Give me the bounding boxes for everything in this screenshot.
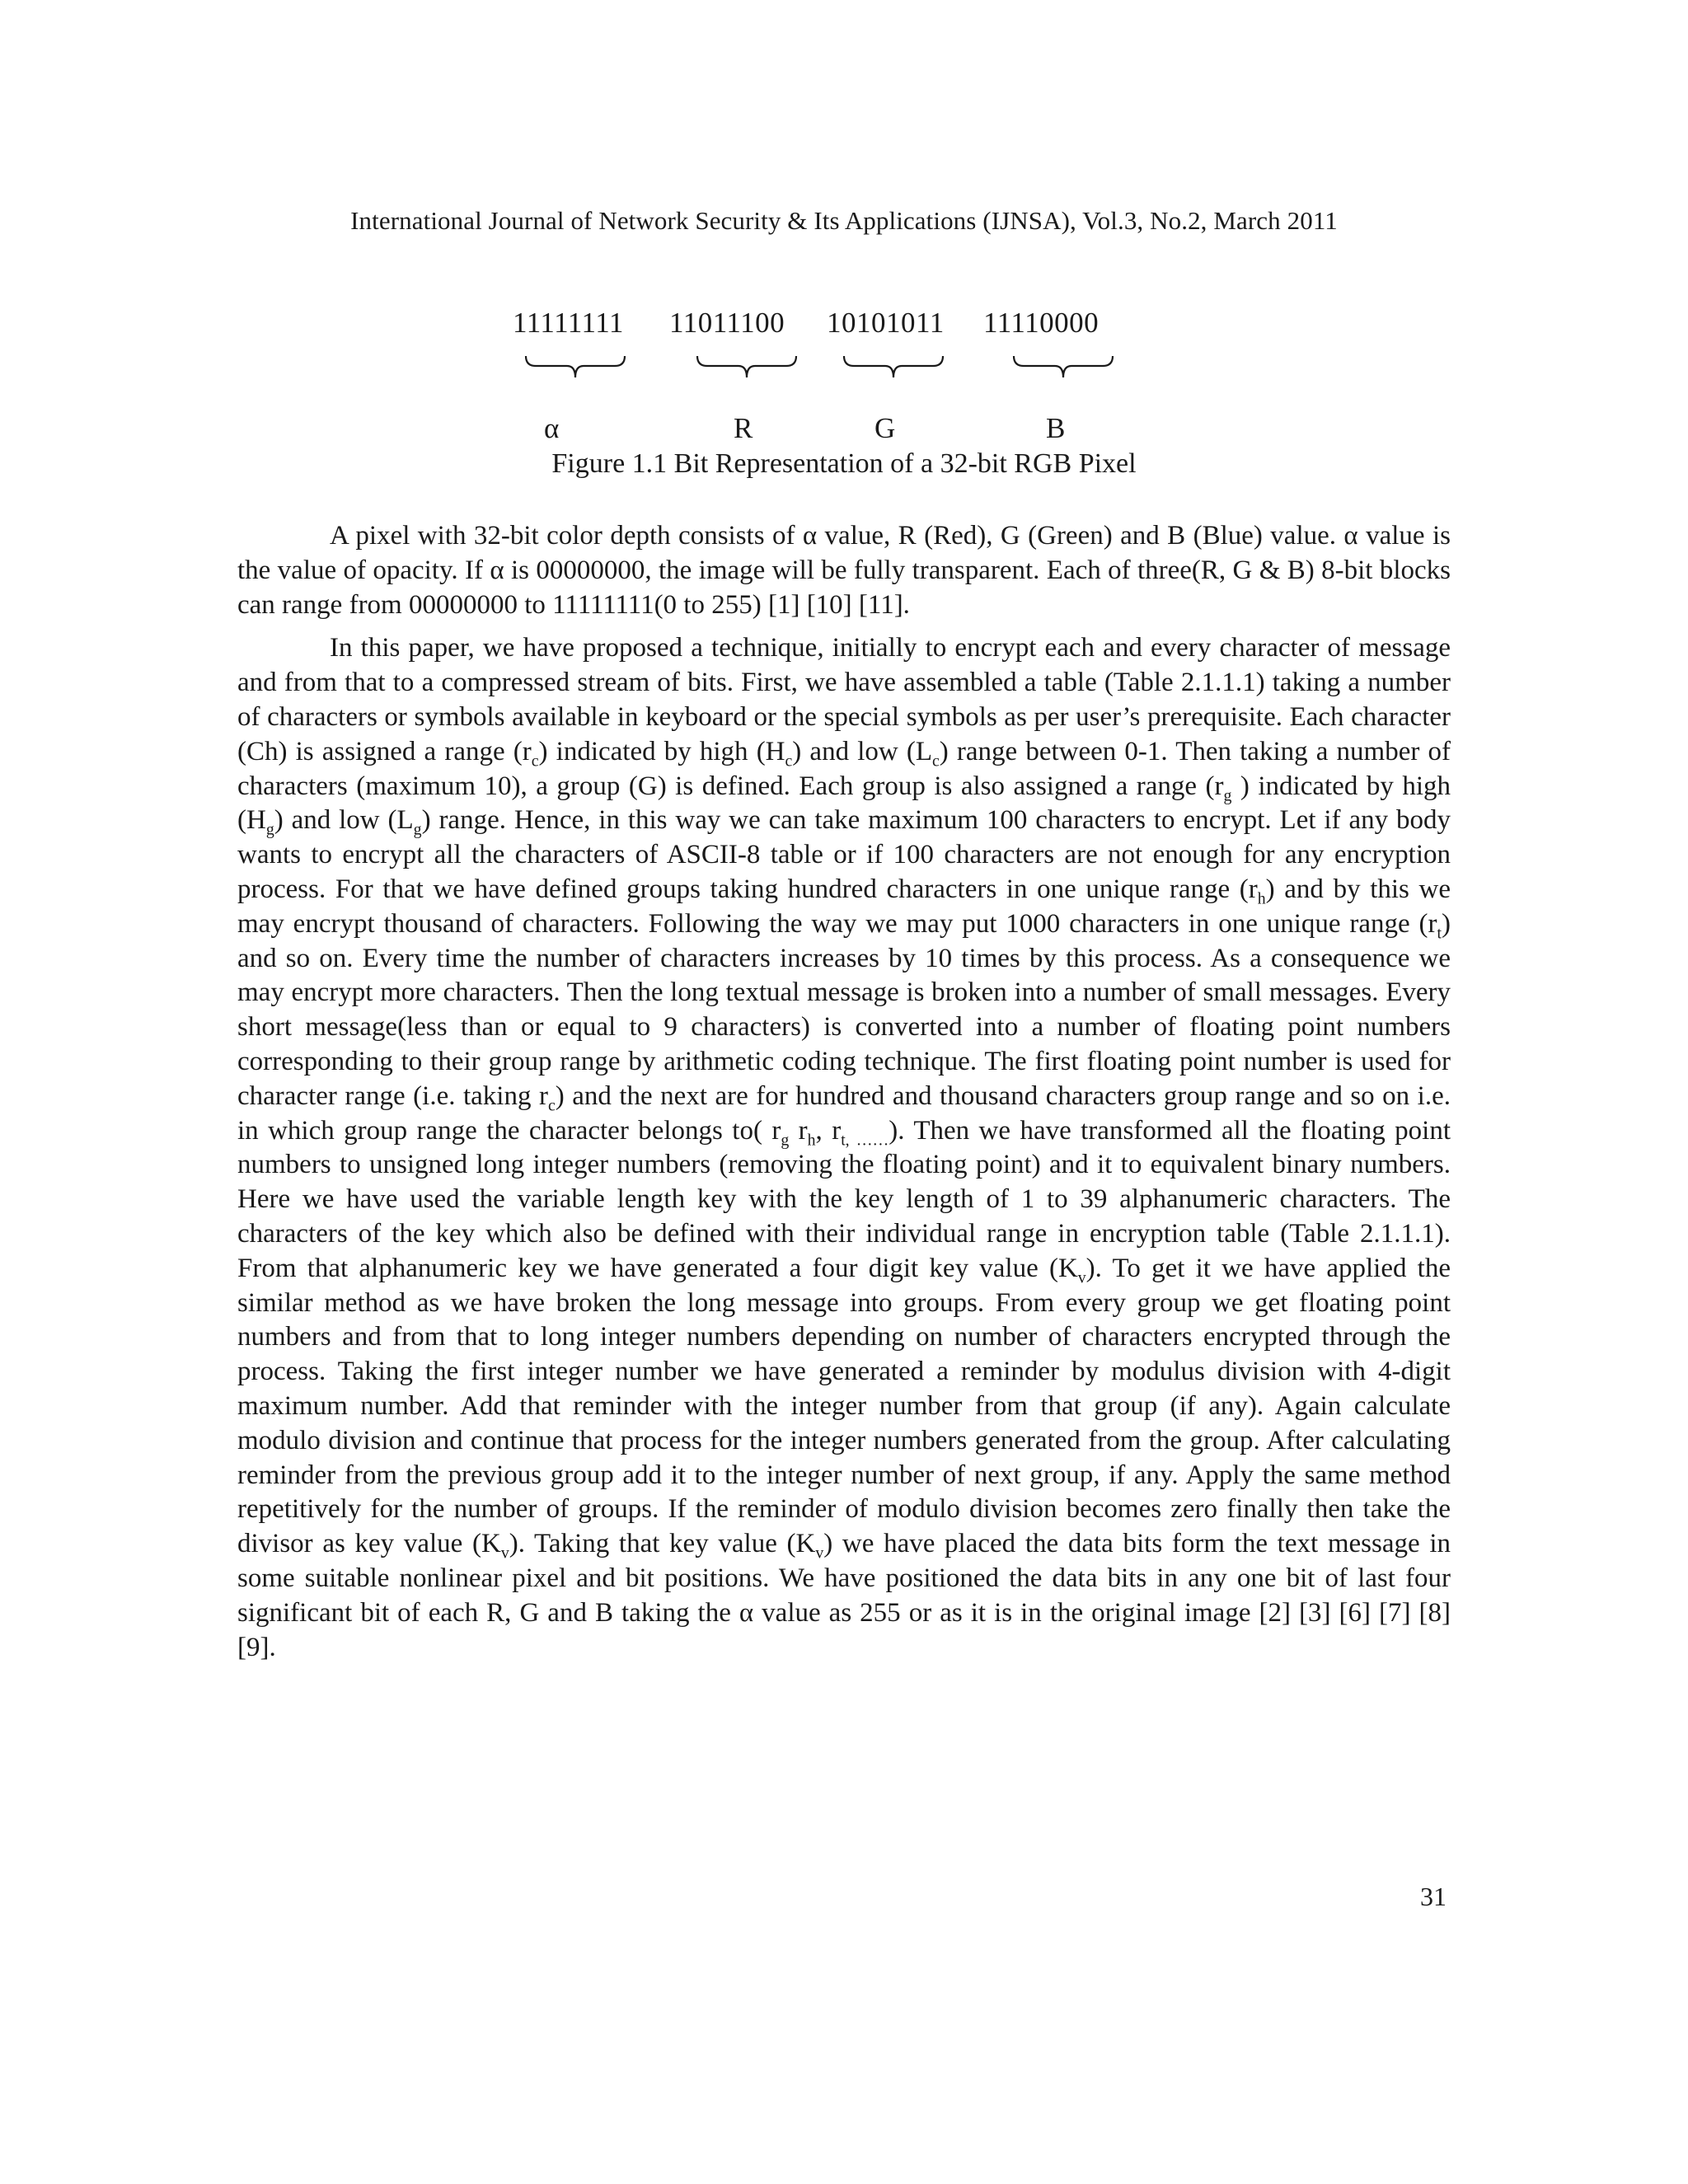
- page-number: 31: [1420, 1882, 1447, 1911]
- alpha-brace-icon: [524, 354, 626, 391]
- paragraph-pixel-depth: A pixel with 32-bit color depth consists of α value, R (Red), G (Green) and B (Blue) value. α value is the value of opacity. If α is 00000000, the image will be fully transparent. Each of three(R, G & B) 8-bit blocks can range from 00000000 to 11111111(0 to 255) [1] [10] [11].: [237, 521, 1451, 620]
- alpha-bits: 11111111: [513, 307, 624, 339]
- red-label: R: [734, 412, 753, 444]
- red-bits: 11011100: [669, 307, 785, 339]
- body-text: [237, 519, 1451, 1665]
- paragraph-proposed-technique: In this paper, we have proposed a technique, initially to encrypt each and every character of message and from that to a compressed stream of bits. First, we have assembled a table (Table 2.1.1.1) taking a number of characters or symbols available in keyboard or the special symbols as per user’s prerequisite. Each character (Ch) is assigned a range $(r_c)$ indicated by high $(H_c)$ and low $(L_c)$ range between 0-1. Then taking a number of characters (maximum 10), a group (G) is defined. Each group is also assigned a range ($r_g$ ) indicated by high $(H_g)$ and low $(L_g)$ range. Hence, in this way we can take maximum 100 characters to encrypt. Let if any body wants to encrypt all the characters of ASCII-8 table or if 100 characters are not enough for any encryption process. For that we have defined groups taking hundred characters in one unique range $(r_h)$ and by this we may encrypt thousand of characters. Following the way we may put 1000 characters in one unique range $(r_t)$ and so on. Every time the number of characters increases by 10 times by this process. As a consequence we may encrypt more characters. Then the long textual message is broken into a number of small messages. Every short message(less than or equal to 9 characters) is converted into a number of floating point numbers corresponding to their group range by arithmetic coding technique. The first floating point number is used for character range (i.e. taking $r_c$) and the next are for hundred and thousand characters group range and so on i.e. in which group range the character belongs to( $r_g$ $r_h$, $r_{t, \dots\dots}$). Then we have transformed all the floating point numbers to unsigned long integer numbers (removing the floating point) and it to equivalent binary numbers. Here we have used the variable length key with the key length of 1 to 39 alphanumeric characters. The characters of the key which also be defined with their individual range in encryption table (Table 2.1.1.1). From that alphanumeric key we have generated a four digit key value $(K_v)$. To get it we have applied the similar method as we have broken the long message into groups. From every group we get floating point numbers and from that to long integer numbers depending on number of characters encrypted through the process. Taking the first integer number we have generated a reminder by modulus division with 4-digit maximum number. Add that reminder with the integer number from that group (if any). Again calculate modulo division and continue that process for the integer numbers generated from the group. After calculating reminder from the previous group add it to the integer number of next group, if any. Apply the same method repetitively for the number of groups. If the reminder of modulo division becomes zero finally then take the divisor as key value $(K_v)$. Taking that key value $(K_v)$ we have placed the data bits form the text message in some suitable nonlinear pixel and bit positions. We have positioned the data bits in any one bit of last four significant bit of each R, G and B taking the α value as 255 or as it is in the original image [2] [3] [6] [7] [8] [9].: [237, 633, 1451, 1662]
- blue-bits: 11110000: [983, 307, 1100, 339]
- green-bits: 10101011: [827, 307, 945, 339]
- red-brace-icon: [696, 354, 798, 391]
- figure-1-1: [0, 307, 1688, 488]
- green-brace-icon: [842, 354, 945, 391]
- figure-caption: Figure 1.1 Bit Representation of a 32-bit RGB Pixel: [551, 448, 1137, 479]
- alpha-label: α: [544, 412, 560, 444]
- running-header: International Journal of Network Security & Its Applications (IJNSA), Vol.3, No.2, March 2011: [350, 206, 1338, 235]
- green-label: G: [874, 412, 896, 444]
- blue-brace-icon: [1012, 354, 1114, 391]
- blue-label: B: [1046, 412, 1066, 444]
